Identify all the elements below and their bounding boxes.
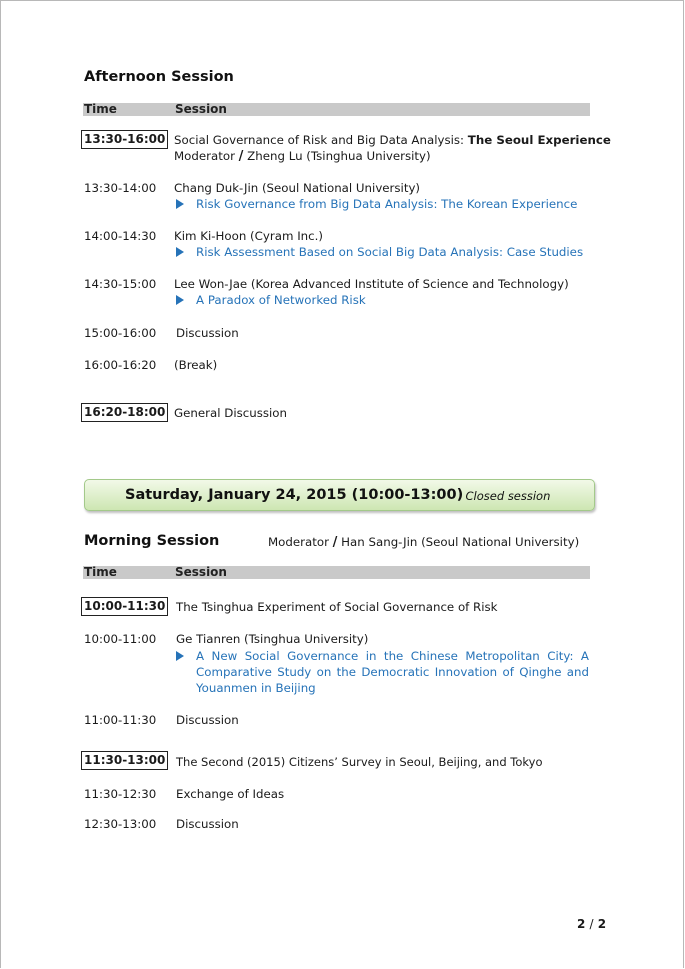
talk-time: 10:00-11:00: [84, 632, 157, 646]
exchange-label: Exchange of Ideas: [176, 787, 285, 801]
discussion-label: Discussion: [176, 326, 239, 340]
page-number: [577, 916, 606, 932]
talk-time: 14:00-14:30: [84, 229, 157, 243]
slash: /: [238, 149, 244, 164]
break-label: (Break): [174, 358, 218, 372]
talk-time: 13:30-14:00: [84, 181, 157, 195]
play-arrow-icon: [176, 295, 184, 305]
morning-title: Morning Session: [84, 533, 220, 549]
moderator-name: Zheng Lu (Tsinghua University): [247, 149, 431, 163]
talk-time: 14:30-15:00: [84, 277, 157, 291]
talk-speaker: Ge Tianren (Tsinghua University): [176, 632, 369, 646]
header-session: Session: [175, 102, 227, 116]
time-box: 16:20-18:00: [81, 403, 168, 422]
talk-title: A Paradox of Networked Risk: [196, 293, 366, 307]
morning-table-header: [83, 566, 590, 579]
talk-title-line: Youanmen in Beijing: [196, 681, 316, 695]
talk-title-line: A New Social Governance in the Chinese Metropolitan City: A: [196, 649, 589, 663]
morning-moderator-line: [268, 534, 579, 551]
session-title-plain: Social Governance of Risk and Big Data Analysis:: [174, 133, 468, 147]
afternoon-title: Afternoon Session: [84, 69, 234, 85]
slash: /: [332, 535, 338, 550]
talk-speaker: Kim Ki-Hoon (Cyram Inc.): [174, 229, 323, 243]
play-arrow-icon: [176, 199, 184, 209]
discussion-time: 15:00-16:00: [84, 326, 157, 340]
play-arrow-icon: [176, 651, 184, 661]
talk-speaker: Lee Won-Jae (Korea Advanced Institute of Science and Technology): [174, 277, 569, 291]
moderator-name: Han Sang-Jin (Seoul National University): [341, 535, 580, 549]
session-title-bold: The Seoul Experience: [467, 133, 611, 147]
time-box: 10:00-11:30: [81, 597, 168, 616]
time-box: 11:30-13:00: [81, 751, 168, 770]
moderator-label: Moderator: [268, 535, 329, 549]
header-time: Time: [84, 102, 117, 116]
page-sep: /: [589, 917, 594, 931]
play-arrow-icon: [176, 247, 184, 257]
discussion-label: Discussion: [176, 817, 239, 831]
header-session: Session: [175, 565, 227, 579]
talk-title: Risk Governance from Big Data Analysis: The Korean Experience: [196, 197, 578, 211]
moderator-line: [174, 148, 431, 165]
discussion-label: Discussion: [176, 713, 239, 727]
time-box: 13:30-16:00: [81, 130, 168, 149]
break-time: 16:00-16:20: [84, 358, 157, 372]
talk-title-line: Comparative Study on the Democratic Innovation of Qinghe and: [196, 665, 589, 679]
day-banner: [84, 479, 595, 511]
exchange-time: 11:30-12:30: [84, 787, 157, 801]
talk-title: Risk Assessment Based on Social Big Data Analysis: Case Studies: [196, 245, 584, 259]
session-title: [174, 132, 611, 148]
session-title: The Second (2015) Citizens’ Survey in Seoul, Beijing, and Tokyo: [176, 755, 543, 769]
discussion-time: 11:00-11:30: [84, 713, 157, 727]
afternoon-table-header: [83, 103, 590, 116]
banner-note: : Closed session: [458, 489, 551, 503]
page-current: 2: [577, 917, 586, 931]
talk-speaker: Chang Duk-Jin (Seoul National University): [174, 181, 421, 195]
banner-date: Saturday, January 24, 2015 (10:00-13:00): [125, 487, 464, 503]
page-total: 2: [597, 917, 607, 931]
header-time: Time: [84, 565, 117, 579]
moderator-label: Moderator: [174, 149, 235, 163]
general-discussion-label: General Discussion: [174, 406, 287, 420]
discussion-time: 12:30-13:00: [84, 817, 157, 831]
session-title: The Tsinghua Experiment of Social Governance of Risk: [176, 600, 498, 614]
